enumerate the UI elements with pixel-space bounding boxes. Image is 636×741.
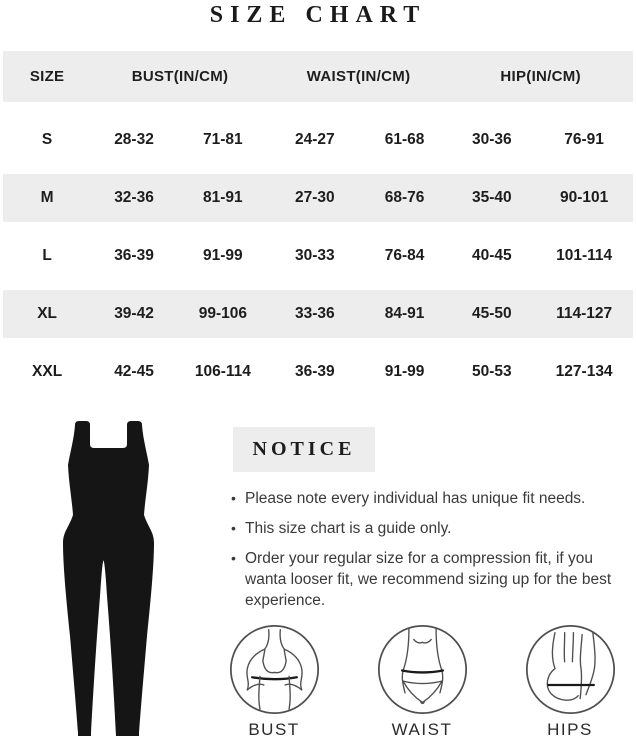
- table-cell: XL: [37, 305, 57, 322]
- bullet-dot: •: [231, 520, 236, 536]
- table-cell: L: [42, 247, 52, 264]
- table-cell: 114-127: [556, 305, 613, 322]
- page-title: SIZE CHART: [209, 2, 427, 28]
- bullet-text: Please note every individual has unique fit needs.: [245, 490, 586, 507]
- size-row-s: [3, 111, 633, 169]
- size-row-m: [3, 169, 633, 227]
- table-cell: 30-36: [472, 131, 512, 148]
- table-cell: 28-32: [114, 131, 154, 148]
- measure-label-hips: HIPS: [547, 720, 593, 739]
- table-cell: 127-134: [555, 363, 613, 380]
- table-cell: 30-33: [294, 247, 335, 264]
- header-size: SIZE: [29, 68, 65, 85]
- size-row-xxl: [3, 343, 633, 401]
- size-row-xl: [3, 285, 633, 343]
- table-cell: 91-99: [384, 363, 425, 380]
- jumpsuit-product-image: [55, 415, 165, 741]
- header-hip: HIP(IN/CM): [500, 68, 581, 85]
- measure-item-waist: [370, 621, 474, 740]
- table-cell: 27-30: [294, 189, 335, 206]
- measure-item-hips: [518, 621, 622, 740]
- bullet-text: Order your regular size for a compression fit, if you wanta looser fit, we recommend sizing up for the best experience.: [245, 550, 612, 609]
- table-cell: 50-53: [472, 363, 512, 380]
- table-cell: 32-36: [114, 189, 154, 206]
- measure-item-bust: [222, 621, 326, 740]
- size-table-header: [3, 51, 633, 102]
- bust-measure-icon: [226, 621, 323, 718]
- table-cell: 71-81: [203, 131, 243, 148]
- table-cell: M: [40, 189, 54, 206]
- measure-label-bust: BUST: [248, 720, 300, 739]
- table-cell: 42-45: [114, 363, 154, 380]
- table-cell: 45-50: [472, 305, 512, 322]
- header-bust: BUST(IN/CM): [131, 68, 229, 85]
- table-cell: 40-45: [472, 247, 512, 264]
- bullet-dot: •: [231, 550, 236, 566]
- table-cell: 68-76: [384, 189, 425, 206]
- bullet-text: This size chart is a guide only.: [245, 520, 452, 537]
- size-row-l: [3, 227, 633, 285]
- table-cell: 76-84: [384, 247, 425, 264]
- measure-guide-row: [222, 621, 622, 740]
- header-waist: WAIST(IN/CM): [306, 68, 411, 85]
- table-cell: 36-39: [294, 363, 335, 380]
- table-cell: 91-99: [203, 247, 243, 264]
- notice-bullet: [231, 488, 629, 509]
- table-cell: 81-91: [203, 189, 243, 206]
- table-cell: 36-39: [114, 247, 154, 264]
- table-cell: 24-27: [294, 131, 335, 148]
- hips-measure-icon: [522, 621, 619, 718]
- measure-label-waist: WAIST: [391, 720, 453, 739]
- table-cell: 35-40: [472, 189, 512, 206]
- table-cell: 84-91: [384, 305, 425, 322]
- table-cell: S: [41, 131, 53, 148]
- notice-bullet: [231, 548, 629, 611]
- notice-list: [231, 488, 629, 620]
- size-table-body: [3, 111, 633, 401]
- waist-measure-icon: [374, 621, 471, 718]
- table-cell: 99-106: [198, 305, 247, 322]
- table-cell: 39-42: [114, 305, 154, 322]
- table-cell: 90-101: [559, 189, 609, 206]
- table-cell: 76-91: [564, 131, 604, 148]
- table-cell: 106-114: [194, 363, 251, 380]
- table-cell: 61-68: [384, 131, 425, 148]
- bullet-dot: •: [231, 490, 236, 506]
- table-cell: XXL: [32, 363, 63, 380]
- table-cell: 101-114: [556, 247, 613, 264]
- notice-heading: NOTICE: [233, 427, 375, 472]
- table-cell: 33-36: [294, 305, 335, 322]
- notice-bullet: [231, 518, 629, 539]
